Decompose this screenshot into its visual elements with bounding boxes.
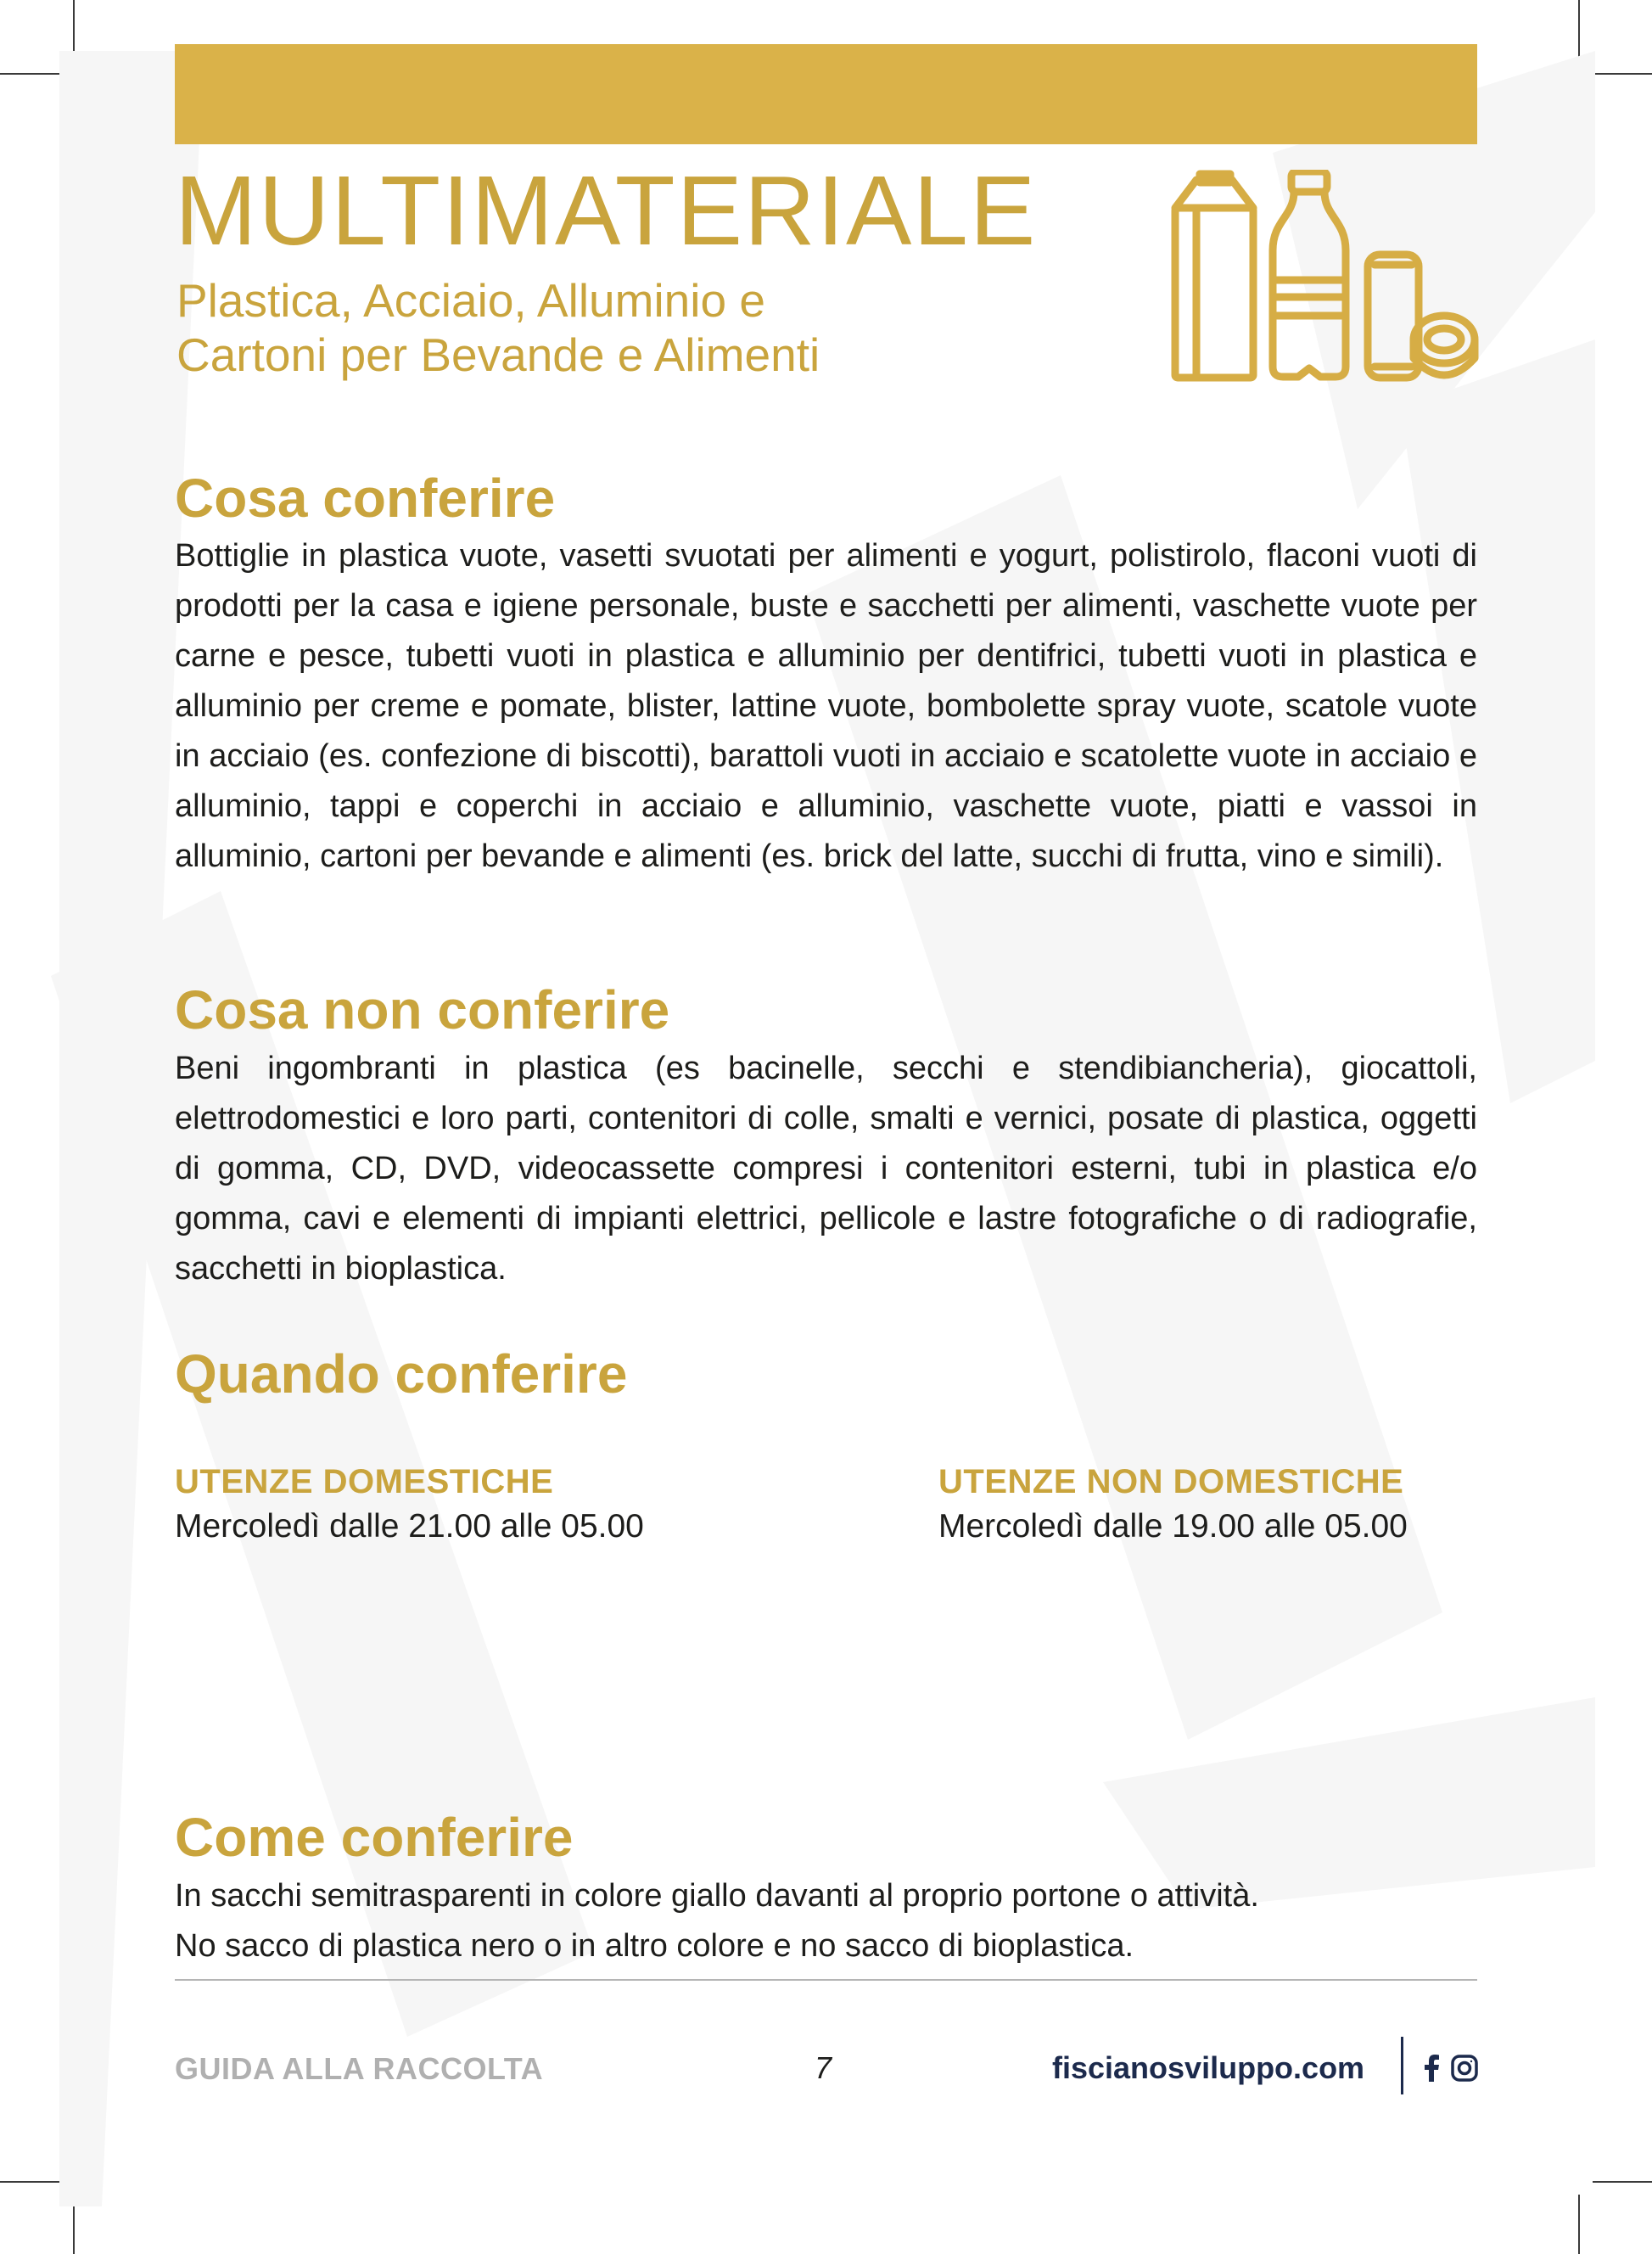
plastic-bottle-icon — [1273, 171, 1346, 377]
section-heading-cosa-non-conferire: Cosa non conferire — [175, 979, 670, 1040]
facebook-icon[interactable] — [1422, 2055, 1441, 2082]
section-heading-quando-conferire: Quando conferire — [175, 1343, 628, 1405]
tin-lid-icon — [1414, 316, 1475, 375]
material-icons — [1171, 170, 1481, 382]
page-title: MULTIMATERIALE — [175, 155, 1038, 266]
milk-carton-icon — [1175, 174, 1253, 378]
utenze-non-domestiche-label: UTENZE NON DOMESTICHE — [938, 1463, 1404, 1500]
page-number: 7 — [815, 2050, 832, 2085]
footer-guide-label: GUIDA ALLA RACCOLTA — [175, 2051, 544, 2086]
section-heading-cosa-conferire: Cosa conferire — [175, 468, 556, 529]
come-conferire-line: In sacchi semitrasparenti in colore giallo davanti al proprio portone o attività. — [175, 1878, 1259, 1914]
subtitle-line: Cartoni per Bevande e Alimenti — [176, 328, 820, 382]
come-conferire-text — [175, 1871, 1532, 1971]
instagram-icon[interactable] — [1451, 2055, 1478, 2082]
utenze-domestiche-label: UTENZE DOMESTICHE — [175, 1463, 554, 1500]
utenze-domestiche-schedule: Mercoledì dalle 21.00 alle 05.00 — [175, 1508, 644, 1545]
section-heading-come-conferire: Come conferire — [175, 1807, 574, 1868]
header-band — [175, 44, 1477, 144]
cosa-conferire-text: Bottiglie in plastica vuote, vasetti svuotati per alimenti e yogurt, polistirolo, flaconi vuoti di prodotti per la casa e igiene personale, buste e sacchetti per alimenti, vaschette vuote per carne e pesce, tubetti vuoti in plastica e alluminio per dentifrici, tubetti vuoti in plastica e alluminio per creme e pomate, blister, lattine vuote, bombolette spray vuote, scatole vuote in acciaio (es. confezione di biscotti), barattoli vuoti in acciaio e scatolette vuote in acciaio e alluminio, tappi e coperchi in acciaio e alluminio, vaschette vuote, piatti e vassoi in alluminio, cartoni per bevande e alimenti (es. brick del latte, succhi di frutta, vino e simili). — [175, 538, 1477, 874]
website-link[interactable]: fiscianosviluppo.com — [1052, 2050, 1365, 2085]
footer-separator — [1401, 2037, 1403, 2094]
cosa-non-conferire-text: Beni ingombranti in plastica (es bacinelle, secchi e stendibiancheria), giocattoli, elettrodomestici e loro parti, contenitori di colle, smalti e vernici, posate di plastica, oggetti di gomma, CD, DVD, videocassette compresi i contenitori esterni, tubi in plastica e/o gomma, cavi e elementi di impianti elettrici, pellicole e lastre fotografiche o di radiografie, sacchetti in bioplastica. — [175, 1051, 1477, 1287]
utenze-non-domestiche-schedule: Mercoledì dalle 19.00 alle 05.00 — [938, 1508, 1408, 1545]
page-subtitle — [176, 273, 820, 383]
come-conferire-line: No sacco di plastica nero o in altro colore e no sacco di bioplastica. — [175, 1928, 1134, 1964]
footer-divider — [175, 1979, 1477, 1981]
subtitle-line: Plastica, Acciaio, Alluminio e — [176, 274, 765, 327]
